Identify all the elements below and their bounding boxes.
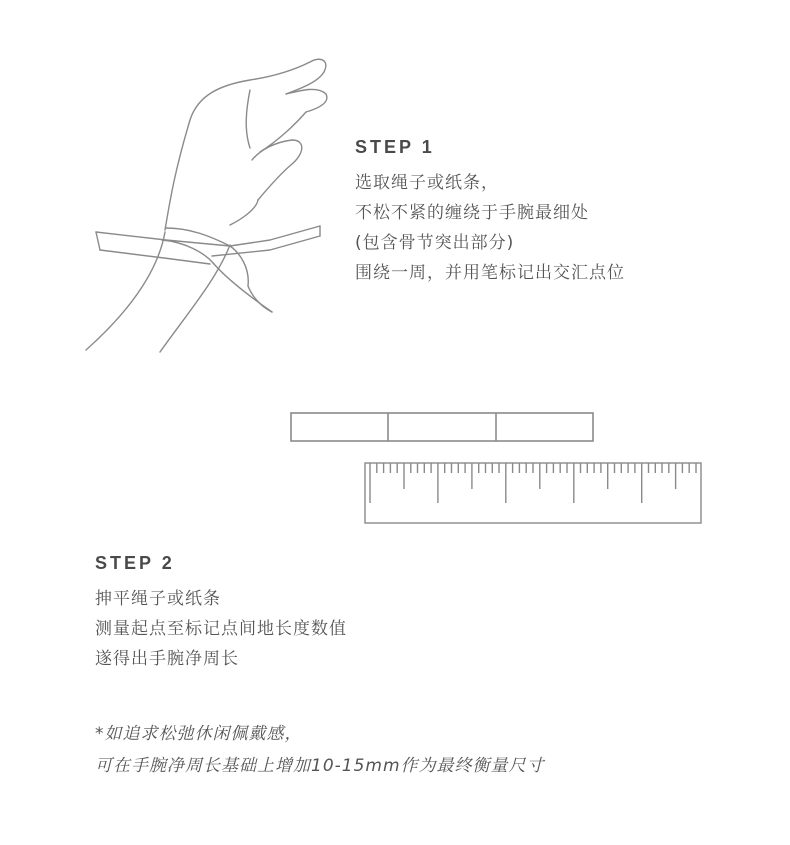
step1-line: 不松不紧的缠绕于手腕最细处 [355, 203, 589, 223]
step2-line: 抻平绳子或纸条 [95, 589, 221, 609]
step1-line: 选取绳子或纸条， [355, 173, 499, 193]
step2-line: 遂得出手腕净周长 [95, 649, 239, 669]
step1-section [355, 134, 625, 288]
step2-line: 测量起点至标记点间地长度数值 [95, 619, 347, 639]
step2-title: STEP 2 [95, 553, 175, 573]
step1-title: STEP 1 [355, 137, 435, 157]
step2-section [95, 550, 347, 674]
paper-strip-icon [290, 412, 594, 442]
hand-with-paper-strip-icon [80, 50, 330, 360]
sizing-note [95, 718, 545, 782]
note-line: 可在手腕净周长基础上增加10-15mm作为最终衡量尺寸 [95, 756, 545, 776]
ruler-icon [364, 462, 702, 524]
step1-line: 围绕一周，并用笔标记出交汇点位 [355, 263, 625, 283]
note-line: *如追求松弛休闲佩戴感， [95, 724, 303, 744]
step1-line: (包含骨节突出部分) [355, 233, 515, 253]
